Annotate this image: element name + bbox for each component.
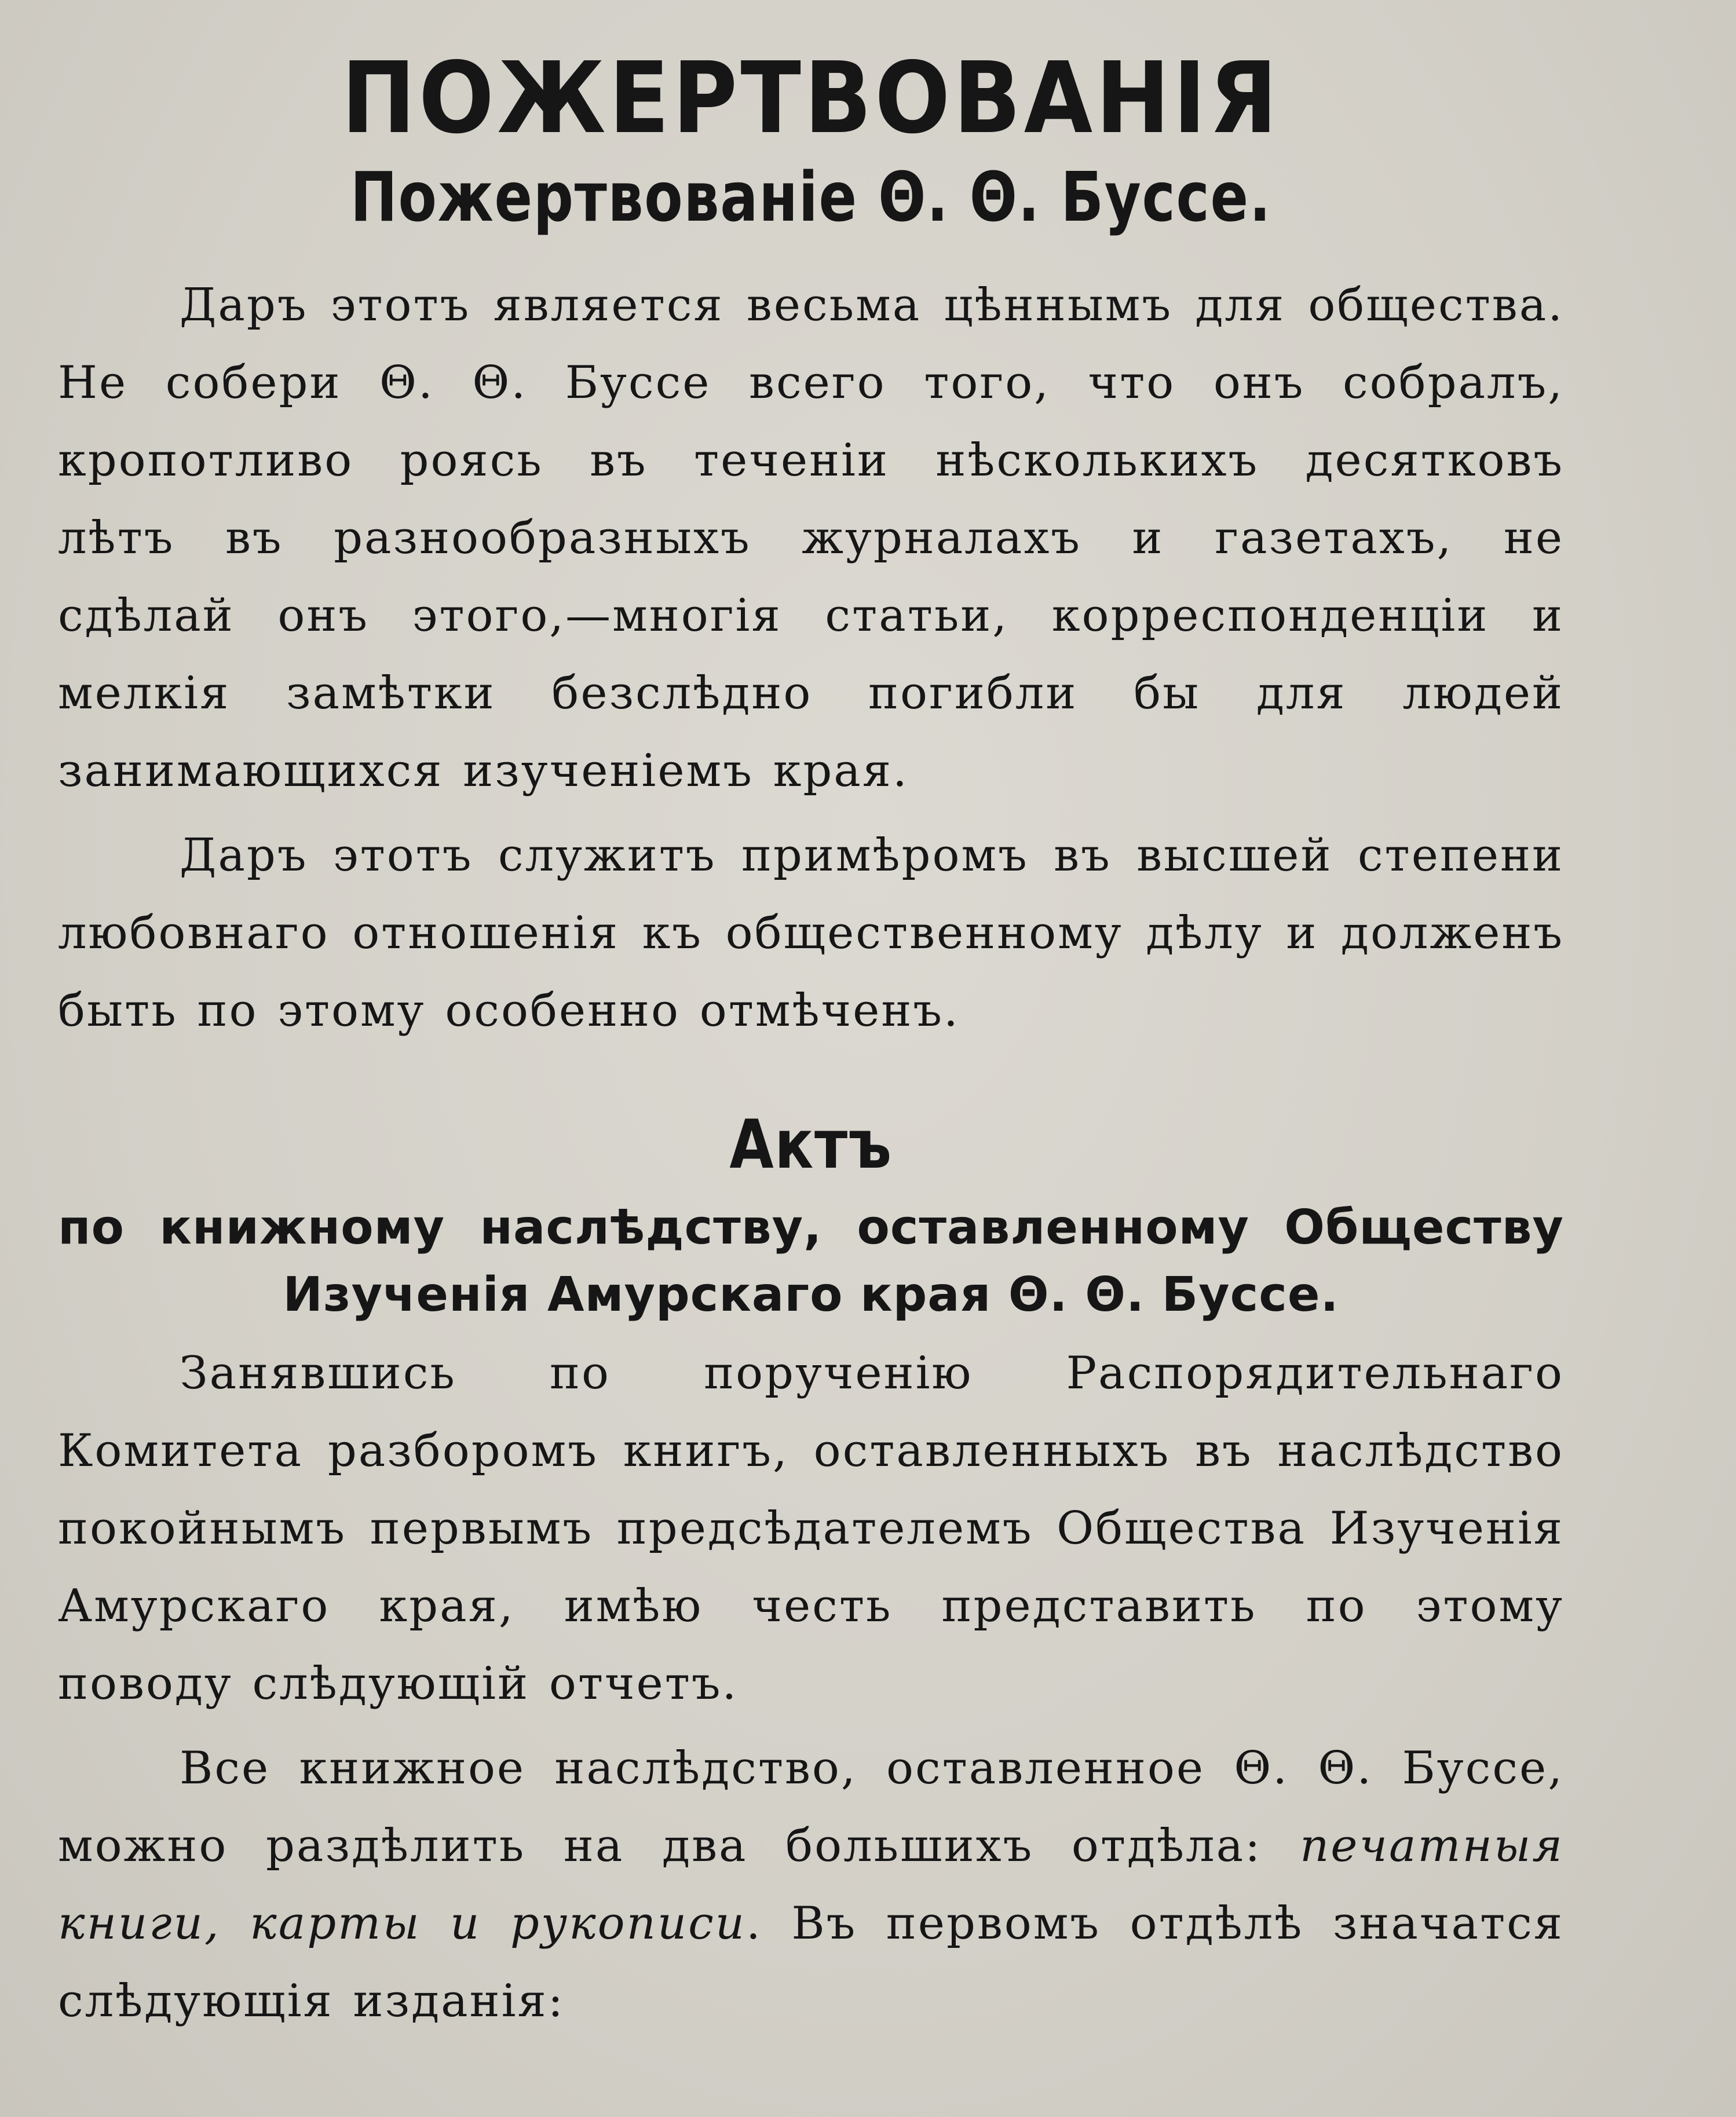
paragraph-akt-report: Занявшись по порученію Распорядительнаго Комитета разборомъ книгъ, оставленныхъ въ наслѣдство покойнымъ первымъ предсѣдателемъ Общества Изученія Амурскаго края, имѣю честь представить по этому поводу слѣдующій отчетъ. [58,1347,1564,1710]
division-text-start: Все книжное наслѣдство, оставленное Θ. Θ. Буссе, можно раздѣлить на два большихъ отдѣла: [58,1742,1564,1872]
paragraph-akt-division [58,1730,1564,2040]
paragraph-gift-example: Даръ этотъ служитъ примѣромъ въ высшей степени любовнаго отношенія къ общественному дѣлу и долженъ быть по этому особенно отмѣченъ. [58,829,1564,1037]
akt-subtitle: по книжному наслѣдству, оставленному Обществу Изученія Амурскаго края Θ. Θ. Буссе. [58,1200,1564,1322]
paragraph-gift-value: Даръ этотъ является весьма цѣннымъ для общества. Не собери Θ. Θ. Буссе всего того, что онъ собралъ, кропотливо роясь въ теченіи нѣсколькихъ десятковъ лѣтъ въ разнообразныхъ журналахъ и газетахъ, не сдѣлай онъ этого,—многія статьи, корреспонденціи и мелкія замѣтки безслѣдно погибли бы для людей занимающихся изученіемъ края. [58,279,1564,797]
division-text-end: . Въ первомъ отдѣлѣ значатся слѣдующія изданія: [58,1897,1564,2027]
section-subtitle: Пожертвованіе Θ. Θ. Буссе. [350,157,1272,237]
akt-title: Актъ [729,1106,893,1184]
page-title: ПОЖЕРТВОВАНІЯ [341,41,1281,156]
document-page [58,41,1564,2091]
division-italic-text: печатныя книги, карты и рукописи [58,1820,1564,1950]
